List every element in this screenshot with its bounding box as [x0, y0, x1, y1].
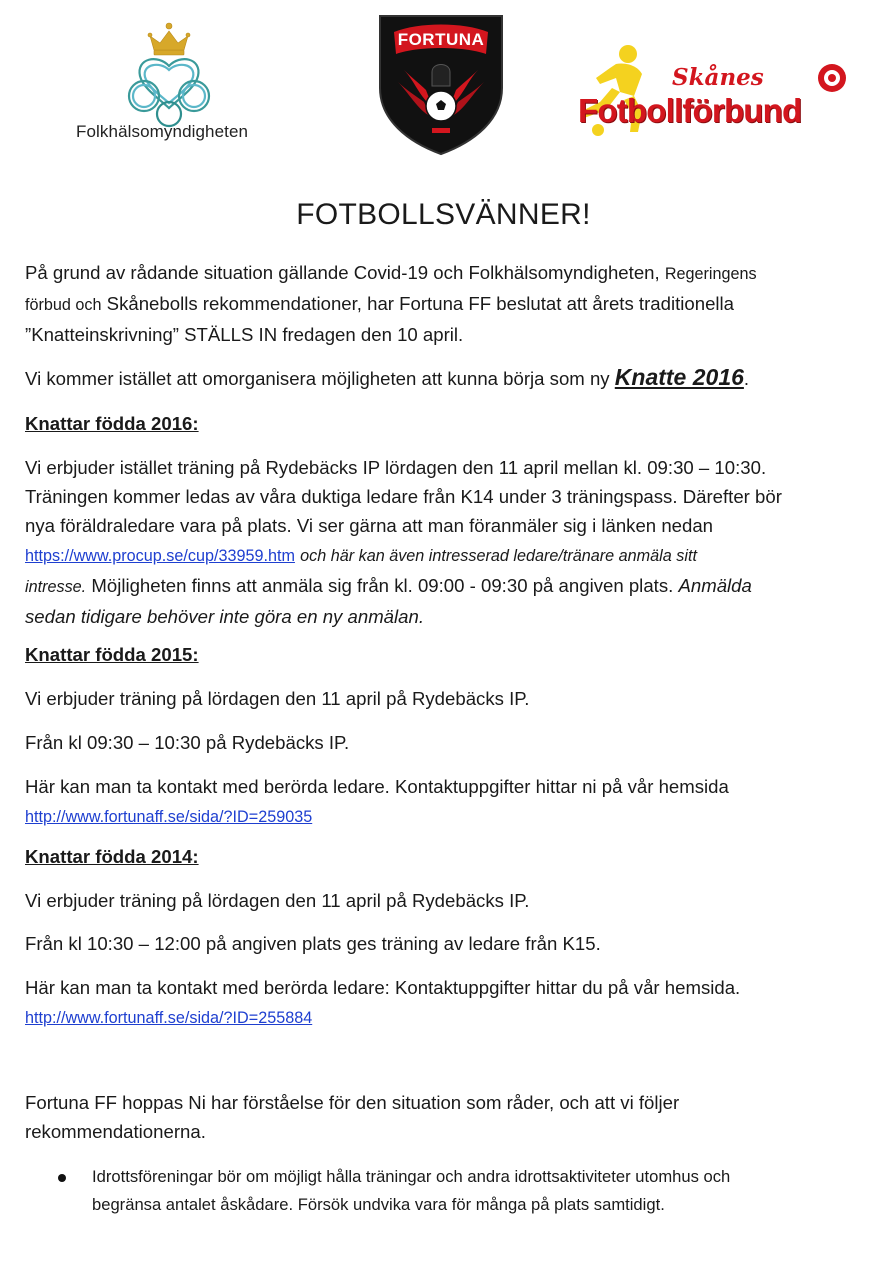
intro-text-5: ”Knatteinskrivning” STÄLLS IN fredagen den 10 april. [25, 324, 464, 345]
procup-link[interactable]: https://www.procup.se/cup/33959.htm [25, 547, 295, 565]
section-2014-contact [25, 973, 865, 1033]
page-title: FOTBOLLSVÄNNER! [296, 198, 591, 231]
s2015-line2: Från kl 09:30 – 10:30 på Rydebäcks IP. [25, 732, 350, 753]
fortuna-link-2014[interactable]: http://www.fortunaff.se/sida/?ID=255884 [25, 1009, 313, 1027]
s2016-italic3: Anmälda [678, 575, 752, 596]
s2016-italic1: och här kan även intresserad ledare/tränare anmäla sitt [300, 547, 697, 565]
fortuna-logo-text: FORTUNA [397, 30, 485, 49]
s2016-italic4: sedan tidigare behöver inte göra en ny anmälan. [25, 606, 425, 627]
intro-text-3: förbud och [25, 296, 102, 314]
s2016-line2: Träningen kommer ledas av våra duktiga ledare från K14 under 3 träningspass. Därefter bör [25, 486, 782, 507]
fhm-logo-text: Folkhälsomyndigheten [76, 122, 249, 141]
intro-text-1: På grund av rådande situation gällande Covid-19 och Folkhälsomyndigheten, [25, 262, 660, 283]
intro-text-2: Regeringens [664, 265, 757, 283]
s2016-italic2: intresse. [25, 578, 87, 596]
bullet-line1: Idrottsföreningar bör om möjligt hålla träningar och andra idrottsaktiviteter utomhus och [92, 1167, 731, 1186]
bullet-item [92, 1163, 852, 1219]
intro-text-4: Skånebolls rekommendationer, har Fortuna FF beslutat att årets traditionella [106, 293, 735, 314]
s2016-line4: Möjligheten finns att anmäla sig från kl. 09:00 - 09:30 på angiven plats. [91, 575, 674, 596]
section-2016-body [25, 453, 865, 631]
s2016-line1: Vi erbjuder istället träning på Rydebäcks IP lördagen den 11 april mellan kl. 09:30 – 10:30. [25, 457, 767, 478]
section-2015-contact [25, 772, 865, 832]
s2015-line3: Här kan man ta kontakt med berörda ledare. Kontaktuppgifter hittar ni på vår hemsida [25, 776, 729, 797]
heading-2014: Knattar födda 2014: [25, 846, 199, 867]
closing-line1: Fortuna FF hoppas Ni har förståelse för den situation som råder, och att vi följer [25, 1092, 680, 1113]
folkhalsomyndigheten-logo [70, 14, 270, 154]
reorg-period: . [743, 368, 750, 389]
closing-line2: rekommendationerna. [25, 1121, 206, 1142]
skanes-fotbollforbund-logo [576, 40, 856, 140]
bullet-line2: begränsa antalet åskådare. Försök undvika vara för många på plats samtidigt. [92, 1195, 665, 1214]
s2014-line1: Vi erbjuder träning på lördagen den 11 april på Rydebäcks IP. [25, 890, 530, 911]
s2015-line1: Vi erbjuder träning på lördagen den 11 april på Rydebäcks IP. [25, 688, 530, 709]
skanes-script-text: Skånes [672, 64, 764, 91]
reorg-paragraph [25, 363, 865, 393]
s2014-line3: Här kan man ta kontakt med berörda ledare: Kontaktuppgifter hittar du på vår hemsida. [25, 977, 741, 998]
s2014-line2: Från kl 10:30 – 12:00 på angiven plats ges träning av ledare från K15. [25, 933, 601, 954]
fortuna-ff-logo [374, 10, 508, 158]
closing-paragraph [25, 1088, 865, 1146]
fortuna-link-2015[interactable]: http://www.fortunaff.se/sida/?ID=259035 [25, 808, 313, 826]
bullet-icon [58, 1174, 66, 1182]
knatte-2016-highlight: Knatte 2016 [614, 364, 744, 390]
heading-2015: Knattar födda 2015: [25, 644, 199, 665]
s2016-line3: nya föräldraledare vara på plats. Vi ser gärna att man föranmäler sig i länken nedan [25, 515, 714, 536]
fotbollforbund-text: Fotbollförbund [578, 92, 802, 129]
intro-paragraph [25, 258, 865, 349]
heading-2016: Knattar födda 2016: [25, 413, 199, 434]
reorg-text: Vi kommer istället att omorganisera möjligheten att kunna börja som ny [25, 368, 610, 389]
